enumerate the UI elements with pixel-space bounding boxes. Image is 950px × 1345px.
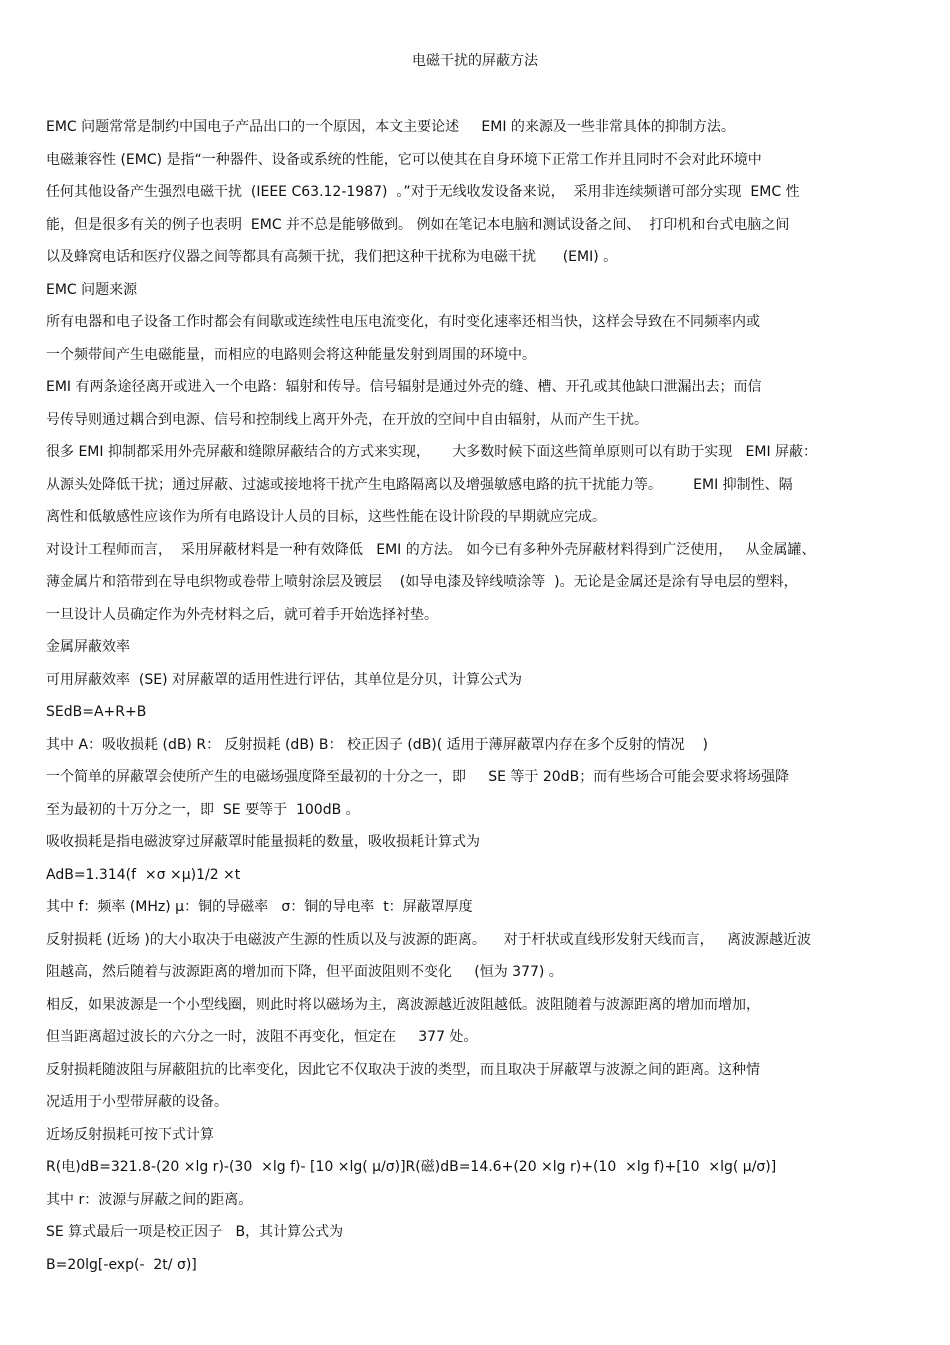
text-line: 至为最初的十万分之一，即 SE 要等于 100dB 。 xyxy=(46,801,360,818)
text-line: 很多 EMI 抑制都采用外壳屏蔽和缝隙屏蔽结合的方式来实现， 大多数时候下面这些简单原则可以有助于实现 EMI 屏蔽： xyxy=(46,444,818,460)
text-line: SE 算式最后一项是校正因子 B，其计算公式为 xyxy=(46,1224,344,1240)
text-line: 所有电器和电子设备工作时都会有间歇或连续性电压电流变化，有时变化速率还相当快，这样会导致在不同频率内或 xyxy=(46,314,760,330)
document-title: 电磁干扰的屏蔽方法 xyxy=(412,53,538,69)
text-line: 一个简单的屏蔽罩会使所产生的电磁场强度降至最初的十分之一，即 SE 等于 20dB；而有些场合可能会要求将场强降 xyxy=(46,769,790,785)
text-line: 其中 A：吸收损耗 (dB) R： 反射损耗 (dB) B： 校正因子 (dB)( 适用于薄屏蔽罩内存在多个反射的情况 ) xyxy=(46,736,708,753)
text-line: 但当距离超过波长的六分之一时，波阻不再变化，恒定在 377 处。 xyxy=(46,1029,478,1045)
text-line: 薄金属片和箔带到在导电织物或卷带上喷射涂层及镀层 (如导电漆及锌线喷涂等 )。无论是金属还是涂有导电层的塑料， xyxy=(46,574,798,590)
text-line: 能，但是很多有关的例子也表明 EMC 并不总是能够做到。 例如在笔记本电脑和测试设备之间、 打印机和台式电脑之间 xyxy=(46,216,790,233)
text-line: 对设计工程师而言， 采用屏蔽材料是一种有效降低 EMI 的方法。 如今已有多种外壳屏蔽材料得到广泛使用， 从金属罐、 xyxy=(46,541,816,558)
text-line: EMC 问题来源 xyxy=(46,281,138,298)
document-body xyxy=(46,116,906,1286)
text-line: 吸收损耗是指电磁波穿过屏蔽罩时能量损耗的数量，吸收损耗计算式为 xyxy=(46,834,480,850)
text-line: 近场反射损耗可按下式计算 xyxy=(46,1126,214,1143)
text-line: R(电)dB=321.8-(20 ×lg r)-(30 ×lg f)- [10 ×lg( μ/σ)]R(磁)dB=14.6+(20 ×lg r)+(10 ×lg f)+[10 ×lg( μ/σ)] xyxy=(46,1159,777,1175)
text-line: 反射损耗随波阻与屏蔽阻抗的比率变化，因此它不仅取决于波的类型，而且取决于屏蔽罩与波源之间的距离。这种情 xyxy=(46,1061,760,1078)
text-line: EMC 问题常常是制约中国电子产品出口的一个原因，本文主要论述 EMI 的来源及一些非常具体的抑制方法。 xyxy=(46,119,735,135)
text-line: 阻越高，然后随着与波源距离的增加而下降，但平面波阻则不变化 (恒为 377) 。 xyxy=(46,964,563,980)
text-line: 任何其他设备产生强烈电磁干扰 (IEEE C63.12-1987) 。”对于无线收发设备来说， 采用非连续频谱可部分实现 EMC 性 xyxy=(46,184,800,200)
text-line: 以及蜂窝电话和医疗仪器之间等都具有高频干扰，我们把这种干扰称为电磁干扰 (EMI) 。 xyxy=(46,249,618,265)
text-line: 其中 f：频率 (MHz) μ：铜的导磁率 σ：铜的导电率 t：屏蔽罩厚度 xyxy=(46,899,473,915)
text-line: 电磁兼容性 (EMC) 是指“一种器件、设备或系统的性能，它可以使其在自身环境下正常工作并且同时不会对此环境中 xyxy=(46,151,762,168)
text-line: 金属屏蔽效率 xyxy=(46,639,130,655)
text-line: 况适用于小型带屏蔽的设备。 xyxy=(46,1094,228,1110)
text-line: B=20lg[-exp(- 2t/ σ)] xyxy=(46,1256,197,1273)
text-line: 一旦设计人员确定作为外壳材料之后，就可着手开始选择衬垫。 xyxy=(46,606,438,623)
text-line: 反射损耗 (近场 )的大小取决于电磁波产生源的性质以及与波源的距离。 对于杆状或直线形发射天线而言， 离波源越近波 xyxy=(46,931,811,948)
text-line: 相反，如果波源是一个小型线圈，则此时将以磁场为主，离波源越近波阻越低。波阻随着与波源距离的增加而增加， xyxy=(46,996,760,1013)
text-line: SEdB=A+R+B xyxy=(46,704,147,720)
text-line: AdB=1.314(f ×σ ×μ)1/2 ×t xyxy=(46,866,241,883)
text-line: 其中 r：波源与屏蔽之间的距离。 xyxy=(46,1191,253,1208)
text-line: 可用屏蔽效率 (SE) 对屏蔽罩的适用性进行评估，其单位是分贝，计算公式为 xyxy=(46,671,523,688)
text-line: EMI 有两条途径离开或进入一个电路：辐射和传导。信号辐射是通过外壳的缝、槽、开孔或其他缺口泄漏出去；而信 xyxy=(46,379,762,395)
text-line: 一个频带间产生电磁能量，而相应的电路则会将这种能量发射到周围的环境中。 xyxy=(46,346,536,363)
text-line: 从源头处降低干扰；通过屏蔽、过滤或接地将干扰产生电路隔离以及增强敏感电路的抗干扰能力等。 EMI 抑制性、隔 xyxy=(46,476,793,493)
text-line: 离性和低敏感性应该作为所有电路设计人员的目标，这些性能在设计阶段的早期就应完成。 xyxy=(46,509,606,525)
text-line: 号传导则通过耦合到电源、信号和控制线上离开外壳，在开放的空间中自由辐射，从而产生干扰。 xyxy=(46,411,648,428)
